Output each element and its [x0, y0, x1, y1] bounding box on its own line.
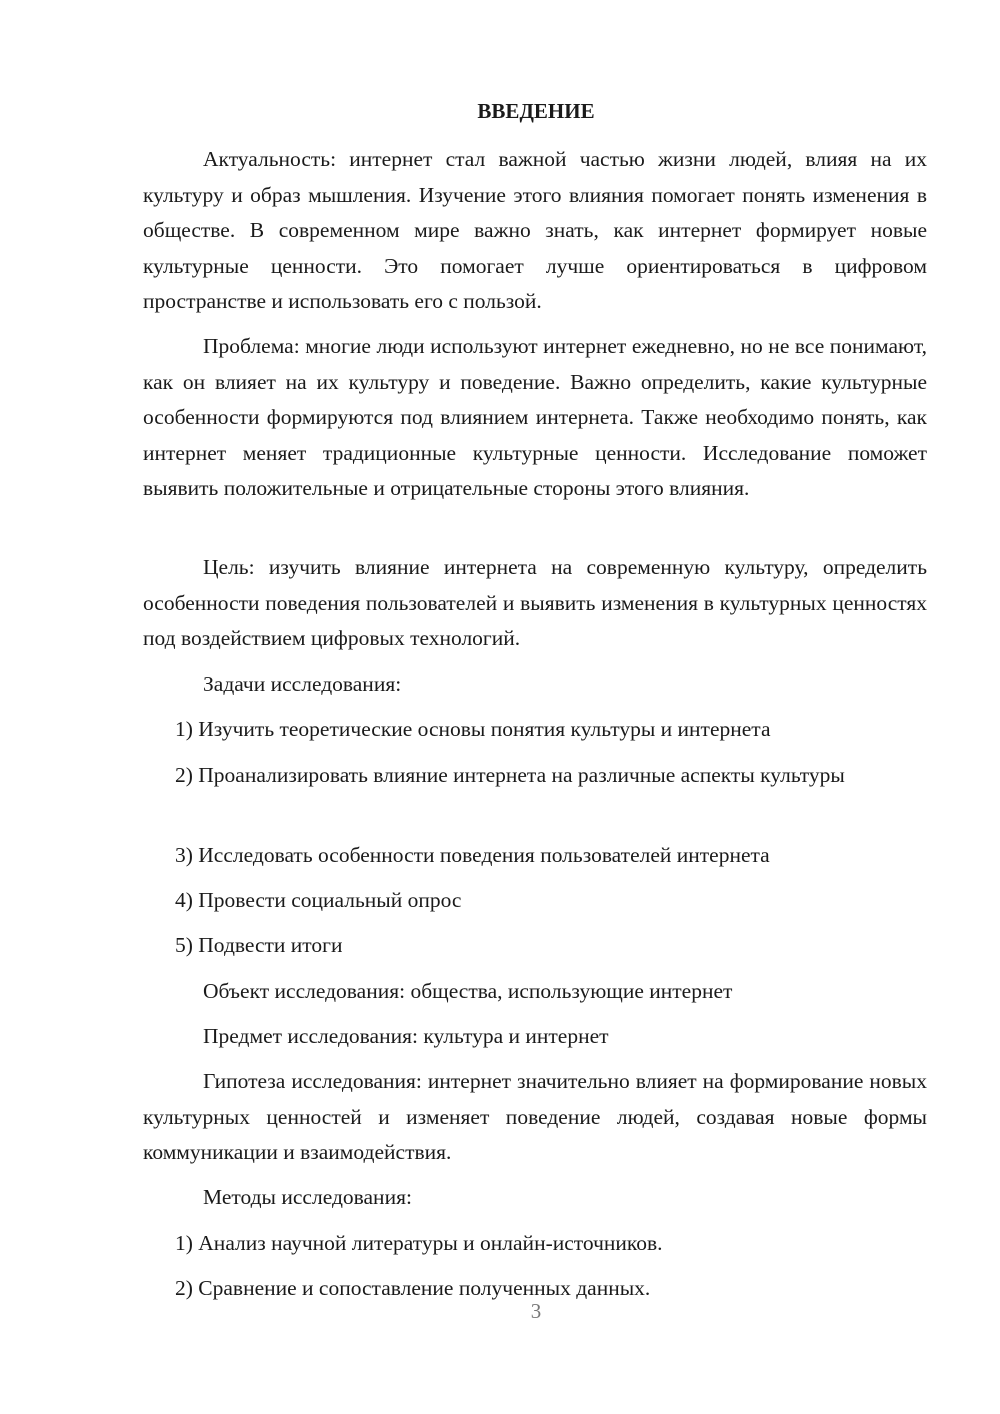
object-paragraph: Объект исследования: общества, использующие интернет [203, 979, 733, 1003]
goal-paragraph: Цель: изучить влияние интернета на современную культуру, определить особенности поведения пользователей и выявить изменения в культурных ценностях под воздействием цифровых технологий. [143, 555, 927, 650]
method-item-2: 2) Сравнение и сопоставление полученных данных. [175, 1276, 651, 1300]
tasks-heading: Задачи исследования: [203, 672, 402, 696]
method-item-1: 1) Анализ научной литературы и онлайн-источников. [175, 1231, 663, 1255]
problem-paragraph: Проблема: многие люди используют интернет ежедневно, но не все понимают, как он влияет на их культуру и поведение. Важно определить, какие культурные особенности формируются под влиянием интернета. Также необходимо понять, как интернет меняет традиционные культурные ценности. Исследование поможет выявить положительные и отрицательные стороны этого влияния. [143, 334, 927, 500]
task-item-3: 3) Исследовать особенности поведения пользователей интернета [175, 843, 770, 867]
task-item-2: 2) Проанализировать влияние интернета на различные аспекты культуры [175, 763, 845, 787]
section-title: ВВЕДЕНИЕ [477, 99, 595, 123]
task-item-4: 4) Провести социальный опрос [175, 888, 462, 912]
page-number: 3 [530, 1299, 542, 1323]
methods-heading: Методы исследования: [203, 1185, 412, 1209]
task-item-1: 1) Изучить теоретические основы понятия культуры и интернета [175, 717, 771, 741]
task-item-5: 5) Подвести итоги [175, 933, 343, 957]
relevance-paragraph: Актуальность: интернет стал важной частью жизни людей, влияя на их культуру и образ мышления. Изучение этого влияния помогает понять изменения в обществе. В современном мире важно знать, как интернет формирует новые культурные ценности. Это помогает лучше ориентироваться в цифровом пространстве и использовать его с пользой. [143, 147, 927, 313]
subject-paragraph: Предмет исследования: культура и интернет [203, 1024, 609, 1048]
hypothesis-paragraph: Гипотеза исследования: интернет значительно влияет на формирование новых культурных ценностей и изменяет поведение людей, создавая новые формы коммуникации и взаимодействия. [143, 1069, 927, 1164]
